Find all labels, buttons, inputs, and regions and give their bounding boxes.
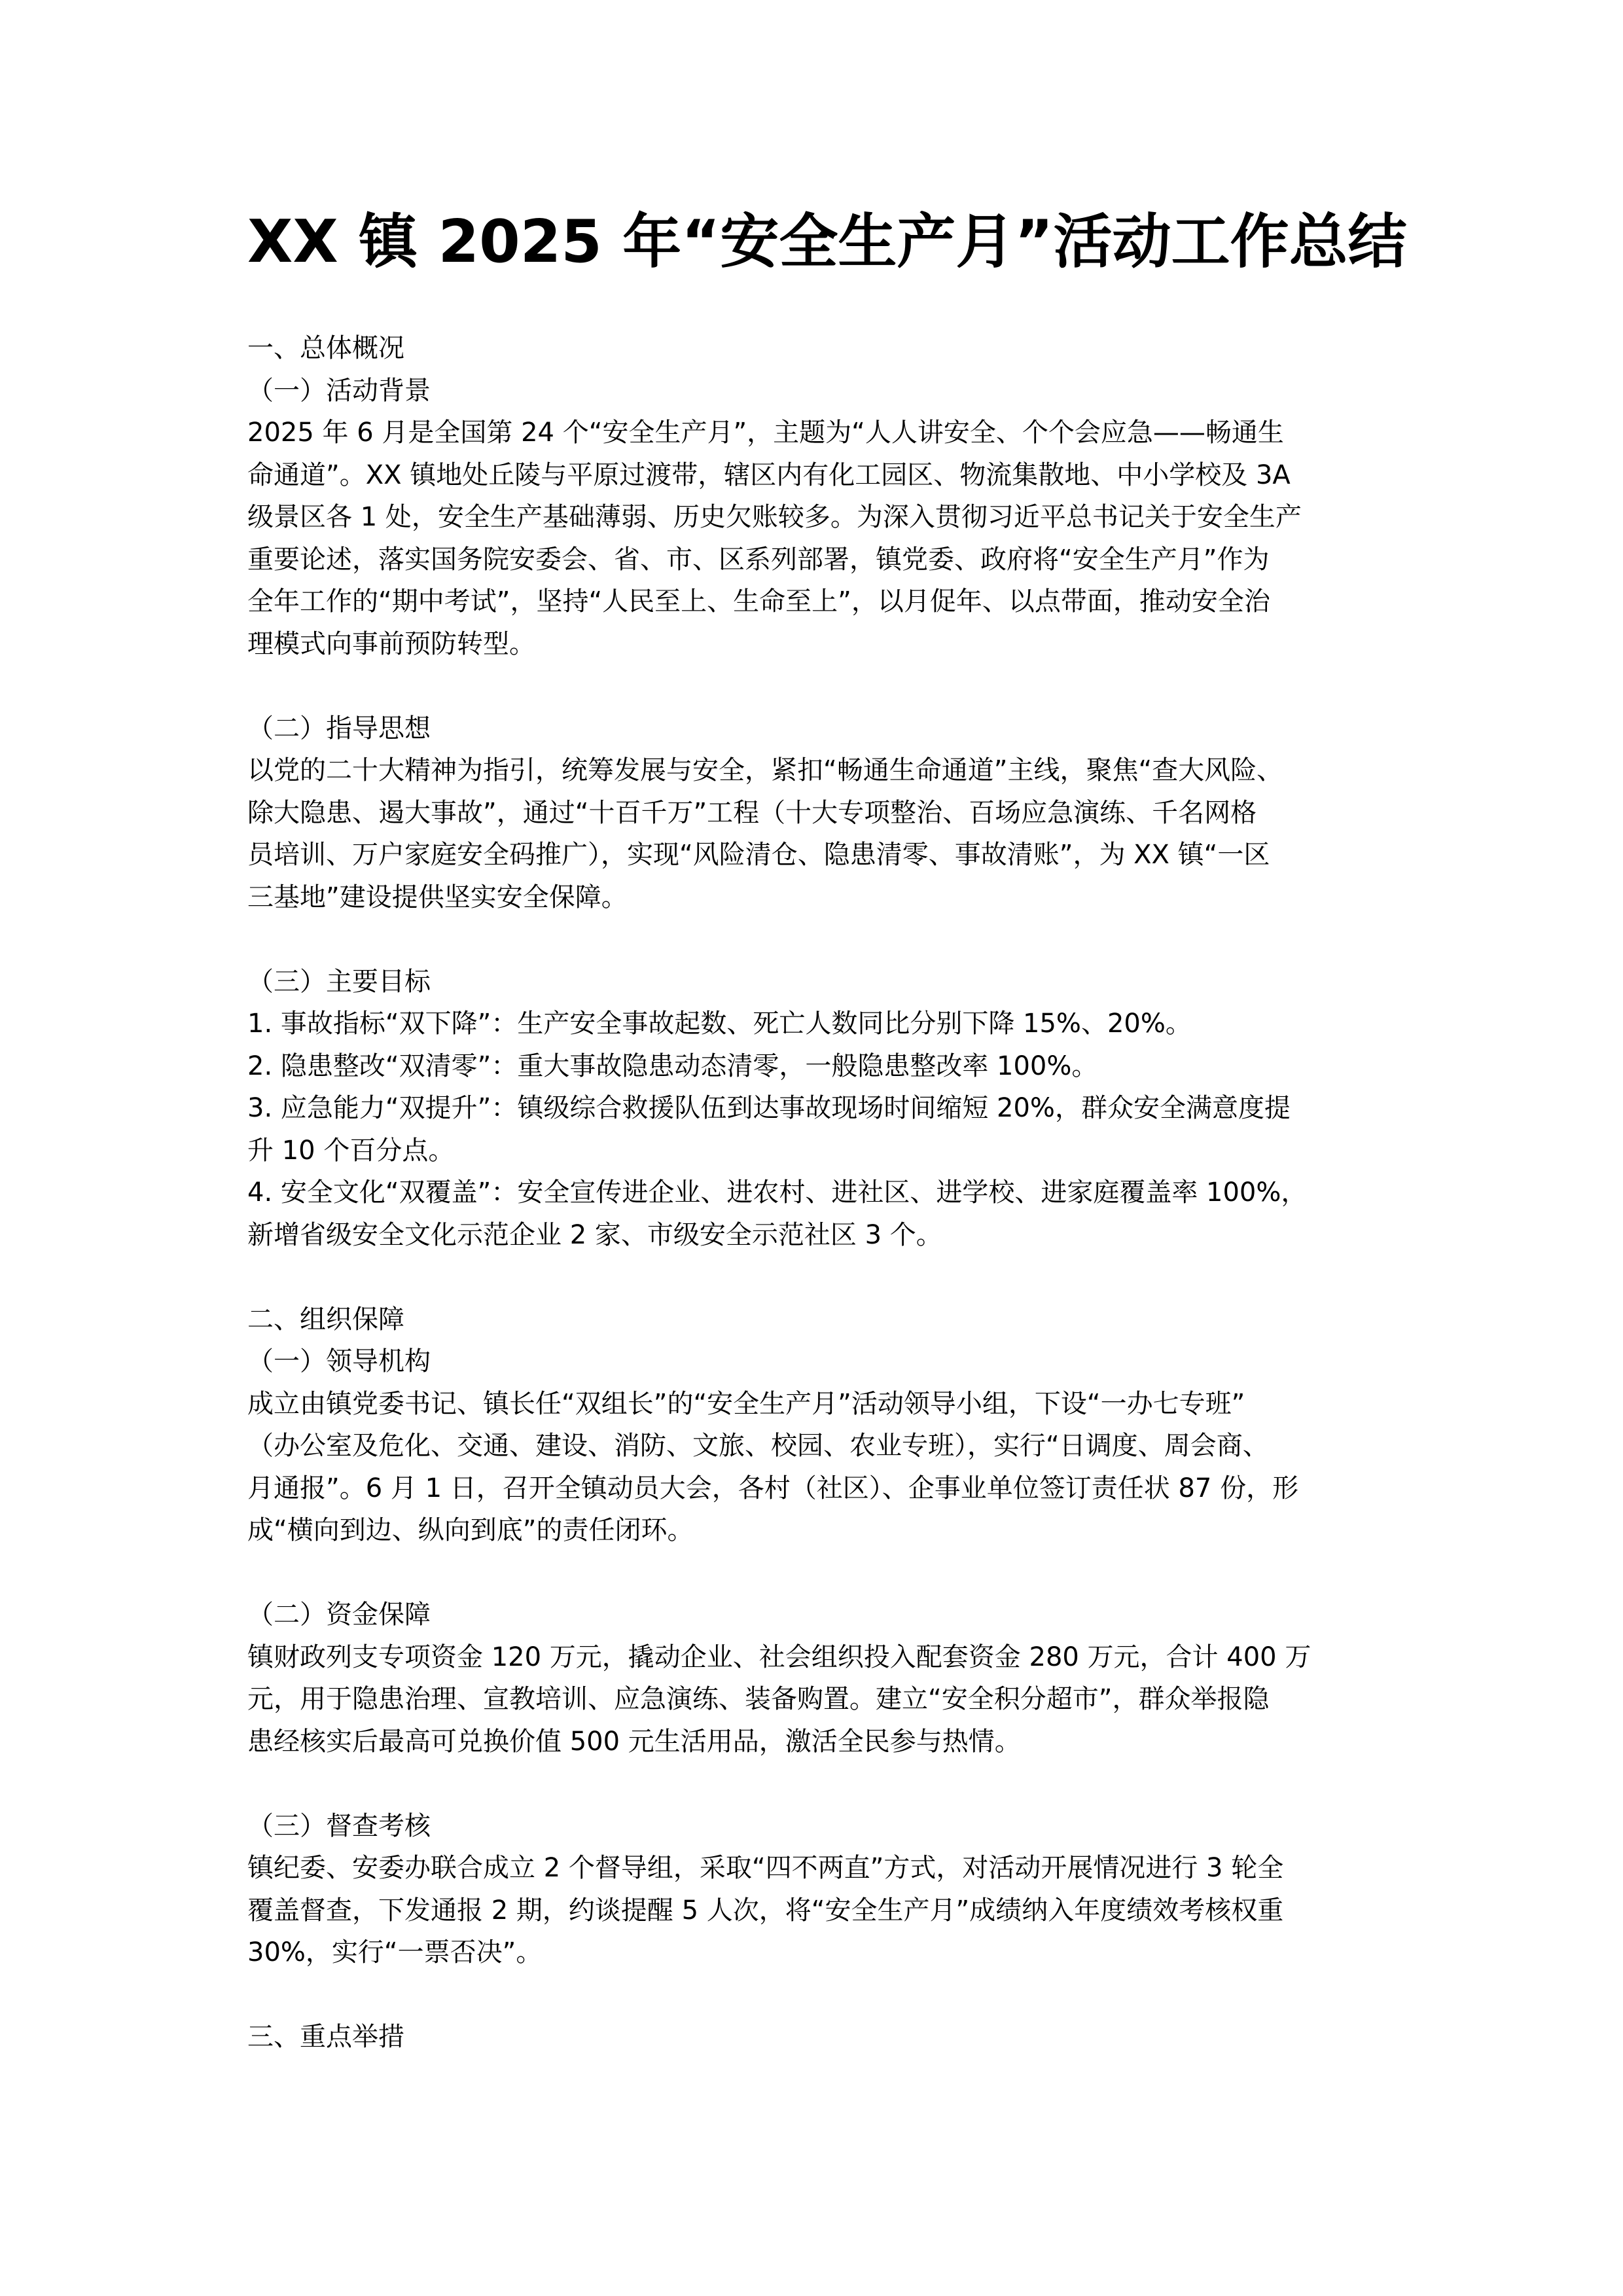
paragraph-gap bbox=[247, 1763, 1399, 1805]
text-line: 成立由镇党委书记、镇长任“双组长”的“安全生产月”活动领导小组，下设“一办七专班” bbox=[247, 1388, 1245, 1419]
text-line: 理模式向事前预防转型。 bbox=[247, 628, 535, 659]
text-line: （办公室及危化、交通、建设、消防、文旅、校园、农业专班），实行“日调度、周会商、 bbox=[247, 1431, 1269, 1461]
text-line: （三）督查考核 bbox=[247, 1810, 431, 1841]
text-line: （二）资金保障 bbox=[247, 1600, 431, 1630]
text-line: 镇纪委、安委办联合成立 2 个督导组，采取“四不两直”方式，对活动开展情况进行 3 轮全 bbox=[247, 1853, 1284, 1883]
text-line: 升 10 个百分点。 bbox=[247, 1135, 455, 1166]
text-line: （一）活动背景 bbox=[247, 375, 431, 406]
text-line: 覆盖督查，下发通报 2 期，约谈提醒 5 人次，将“安全生产月”成绩纳入年度绩效考核权重 bbox=[247, 1895, 1284, 1926]
text-line: 一、总体概况 bbox=[247, 333, 404, 363]
text-line: 全年工作的“期中考试”，坚持“人民至上、生命至上”，以月促年、以点带面，推动安全治 bbox=[247, 586, 1270, 617]
text-line: （三）主要目标 bbox=[247, 966, 431, 997]
text-line: 以党的二十大精神为指引，统筹发展与安全，紧扣“畅通生命通道”主线，聚焦“查大风险、 bbox=[247, 755, 1283, 785]
text-line: 命通道”。XX 镇地处丘陵与平原过渡带，辖区内有化工园区、物流集散地、中小学校及 3A bbox=[247, 459, 1291, 490]
text-line: 3. 应急能力“双提升”：镇级综合救援队伍到达事故现场时间缩短 20%，群众安全满意度提 bbox=[247, 1093, 1291, 1123]
paragraph-gap bbox=[247, 1974, 1399, 2017]
text-line: 镇财政列支专项资金 120 万元，撬动企业、社会组织投入配套资金 280 万元，合计 400 万 bbox=[247, 1641, 1311, 1672]
text-line: 月通报”。6 月 1 日，召开全镇动员大会，各村（社区）、企事业单位签订责任状 87 份，形 bbox=[247, 1473, 1299, 1503]
paragraph-gap bbox=[247, 1552, 1399, 1594]
text-line: 级景区各 1 处，安全生产基础薄弱、历史欠账较多。为深入贯彻习近平总书记关于安全生产 bbox=[247, 502, 1302, 532]
text-line: 患经核实后最高可兑换价值 500 元生活用品，激活全民参与热情。 bbox=[247, 1726, 1021, 1757]
text-line: 三、重点举措 bbox=[247, 2022, 404, 2052]
text-line: 二、组织保障 bbox=[247, 1304, 404, 1335]
document-body bbox=[247, 327, 1399, 2058]
text-line: 新增省级安全文化示范企业 2 家、市级安全示范社区 3 个。 bbox=[247, 1219, 942, 1250]
document-title: XX 镇 2025 年“安全生产月”活动工作总结 bbox=[247, 207, 1407, 276]
text-line: 员培训、万户家庭安全码推广），实现“风险清仓、隐患清零、事故清账”，为 XX 镇“一区 bbox=[247, 840, 1270, 870]
text-line: 4. 安全文化“双覆盖”：安全宣传进企业、进农村、进社区、进学校、进家庭覆盖率 100%， bbox=[247, 1177, 1308, 1208]
text-line: 重要论述，落实国务院安委会、省、市、区系列部署，镇党委、政府将“安全生产月”作为 bbox=[247, 544, 1270, 575]
text-line: （二）指导思想 bbox=[247, 713, 431, 744]
text-line: 除大隐患、遏大事故”，通过“十百千万”工程（十大专项整治、百场应急演练、千名网格 bbox=[247, 797, 1257, 828]
paragraph-gap bbox=[247, 1256, 1399, 1299]
text-line: 1. 事故指标“双下降”：生产安全事故起数、死亡人数同比分别下降 15%、20%。 bbox=[247, 1009, 1192, 1039]
text-line: 三基地”建设提供坚实安全保障。 bbox=[247, 882, 628, 912]
paragraph-gap bbox=[247, 918, 1399, 961]
paragraph-gap bbox=[247, 665, 1399, 708]
text-line: 2. 隐患整改“双清零”：重大事故隐患动态清零，一般隐患整改率 100%。 bbox=[247, 1050, 1098, 1081]
text-line: 成“横向到边、纵向到底”的责任闭环。 bbox=[247, 1515, 694, 1545]
text-line: 2025 年 6 月是全国第 24 个“安全生产月”，主题为“人人讲安全、个个会应急——畅通生 bbox=[247, 418, 1284, 448]
text-line: 元，用于隐患治理、宣教培训、应急演练、装备购置。建立“安全积分超市”，群众举报隐 bbox=[247, 1684, 1270, 1714]
text-line: （一）领导机构 bbox=[247, 1346, 431, 1376]
text-line: 30%，实行“一票否决”。 bbox=[247, 1937, 543, 1967]
